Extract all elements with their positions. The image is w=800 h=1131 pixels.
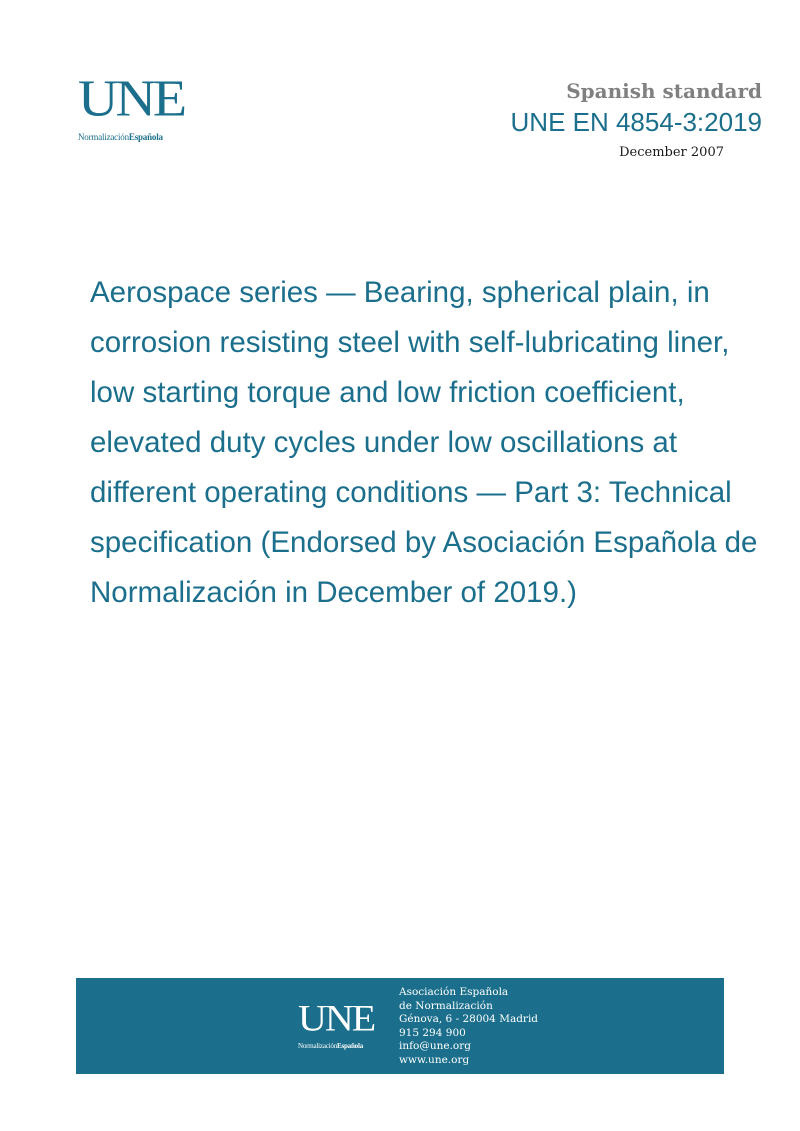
document-title: Aerospace series — Bearing, spherical plain, in corrosion resisting steel with self-lubricating liner, low starting torque and low friction coefficient, elevated duty cycles under low oscillations at different operating conditions — Part 3: Technical specification (Endorsed by Asociación Española de Normalización in December of 2019.) (90, 276, 758, 609)
standard-kind: Spanish standard (566, 79, 762, 103)
footer-logo-tagline (298, 1042, 374, 1050)
standard-info (511, 78, 762, 162)
logo-tagline-bold: Española (128, 132, 163, 142)
footer-banner (76, 978, 724, 1074)
footer-logo-wordmark: UNE (298, 997, 375, 1039)
footer-web: www.une.org (399, 1053, 470, 1066)
footer-logo-tagline-bold: Española (337, 1042, 364, 1050)
une-logo (78, 70, 198, 142)
footer-phone: 915 294 900 (399, 1026, 466, 1039)
logo-wordmark: UNE (78, 70, 185, 128)
footer-contact (399, 986, 538, 1067)
footer-logo-tagline-regular: Normalización (298, 1042, 337, 1050)
footer-email: info@une.org (399, 1040, 471, 1052)
footer-address: Génova, 6 - 28004 Madrid (399, 1013, 539, 1025)
footer-org-line1: Asociación Española (399, 986, 509, 998)
logo-tagline (78, 132, 198, 142)
logo-tagline-regular: Normalización (78, 132, 129, 142)
footer-logo (298, 997, 375, 1050)
standard-date: December 2007 (619, 145, 724, 160)
standard-code: UNE EN 4854-3:2019 (510, 107, 762, 137)
footer-org-line2: de Normalización (399, 999, 493, 1012)
